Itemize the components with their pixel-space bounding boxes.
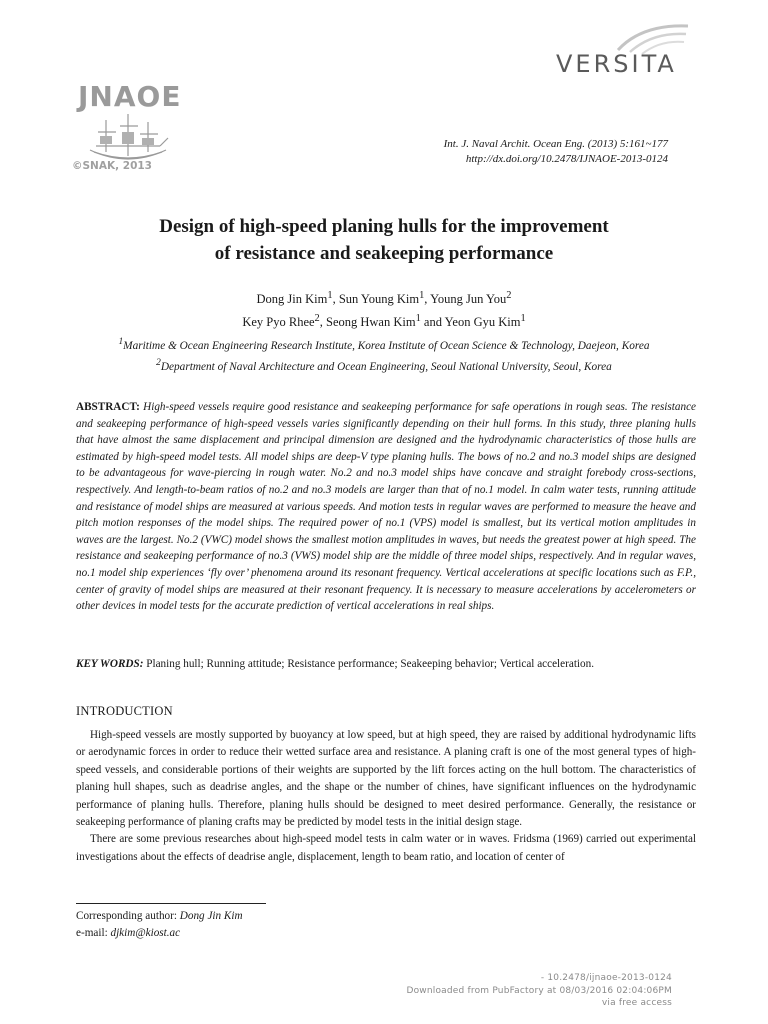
title-line-2: of resistance and seakeeping performance xyxy=(214,243,554,264)
publisher-logo xyxy=(552,20,692,80)
author-affiliation-mark: 1 xyxy=(520,313,526,325)
author-list xyxy=(76,286,692,332)
keywords-text: Planing hull; Running attitude; Resistance performance; Seakeeping behavior; Vertical acceleration. xyxy=(146,658,595,670)
affiliation-text: Maritime & Ocean Engineering Research Institute, Korea Institute of Ocean Science & Technology, Daejeon, Korea xyxy=(123,339,650,352)
corresponding-author-name: Dong Jin Kim xyxy=(179,910,243,922)
abstract-label: ABSTRACT: xyxy=(76,401,140,413)
footnote xyxy=(76,908,243,941)
affiliation-mark: 2 xyxy=(156,357,161,368)
email-label: e-mail: xyxy=(76,926,108,939)
affiliation-text: Department of Naval Architecture and Ocean Engineering, Seoul National University, Seoul, Korea xyxy=(160,360,612,373)
title-line-1: Design of high-speed planing hulls for the improvement xyxy=(159,216,609,237)
introduction-body xyxy=(76,727,696,866)
footnote-divider xyxy=(76,903,266,904)
citation-doi-link[interactable]: http://dx.doi.org/10.2478/IJNAOE-2013-0124 xyxy=(465,153,668,165)
affiliation-1 xyxy=(76,334,692,355)
abstract xyxy=(76,399,696,615)
download-source: Downloaded from PubFactory at 08/03/2016 02:04:06PM xyxy=(406,985,672,996)
author-affiliation-mark: 1 xyxy=(419,290,425,301)
affiliations xyxy=(76,334,692,376)
paper-title xyxy=(76,213,692,267)
paragraph: There are some previous researches about high-speed model tests in calm water or in waves. Fridsma (1969) carried out experimental investigations about the effects of deadrise angle, displacement, length to beam ratio, and location of center of xyxy=(76,833,696,863)
affiliation-2 xyxy=(76,355,692,376)
authors-line-1: Dong Jin Kim$^1$, Sun Young Kim$^1$, Young Jun You$^2$ xyxy=(256,290,512,307)
keywords xyxy=(76,656,696,672)
author-name: Yeon Gyu Kim xyxy=(444,315,521,330)
email-link[interactable]: djkim@kiost.ac xyxy=(110,926,181,939)
email-line xyxy=(76,925,243,942)
section-heading-introduction: INTRODUCTION xyxy=(76,704,173,718)
author-affiliation-mark: 1 xyxy=(415,313,421,325)
author-name: Sun Young Kim xyxy=(338,292,420,307)
journal-logo-text: JNAOE xyxy=(78,80,182,113)
abstract-text: High-speed vessels require good resistance and seakeeping performance for safe operations in rough seas. The resistance and seakeeping performance of high-speed vessels varies significantly depending on their hull forms. In this study, three planing hulls that have almost the same displacement and principal dimension are designed and the hydrodynamic characteristics of those hulls are estimated by high-speed model tests. All model ships are deep-V type planing hulls. The bows of no.2 and no.3 model ships are designed to be advantageous for wave-piercing in rough water. No.2 and no.3 model ships have concave and straight forebody cross-sections, respectively. And length-to-beam ratios of no.2 and no.3 models are larger than that of no.1 model. In calm water tests, running attitude and resistance of model ships are measured at various speeds. And motion tests in regular waves are performed to measure the heave and pitch motion responses of the model ships. The required power of no.1 (VPS) model is smallest, but its vertical motion amplitudes in waves are the largest. No.2 (VWC) model shows the smallest motion amplitudes in waves, but needs the greatest power at high speed. The resistance and seakeeping performance of no.3 (VWS) model ship are the middle of three model ships, respectively. And in regular waves, no.1 model ship experiences ‘fly over’ phenomena around its resonant frequency. Vertical accelerations at specific locations such as F.P., center of gravity of model ships are measured at their resonant frequency. It is necessary to measure accelerations by accelerometers or other devices in model tests for the accurate prediction of vertical accelerations in real ships. xyxy=(76,401,697,613)
corresponding-author xyxy=(76,908,243,925)
download-notice xyxy=(406,972,672,1010)
authors-line-2: Key Pyo Rhee$^2$, Seong Hwan Kim$^1$ and Yeon Gyu Kim$^1$ xyxy=(242,313,526,330)
paragraph: High-speed vessels are mostly supported by buoyancy at low speed, but at high speed, they are raised by additional hydrodynamic lifts or aerodynamic forces in order to reduce their wetted surface area and resistance. A planing craft is one of the most general types of high-speed vessels, and considerable portions of their weights are supported by the lift forces acting on the hull bottom. The characteristics of planing hull shapes, such as deadrise angles, and the shape or the number of chines, have significant influences on the hydrodynamic performance of planing hulls. Therefore, planing hulls should be designed to meet desired performance. Generally, the resistance or seakeeping performance of planing crafts may be predicted by model tests in the initial design stage. xyxy=(76,729,696,829)
corresponding-author-label: Corresponding author: xyxy=(76,910,177,922)
journal-logo-copyright: ©SNAK, 2013 xyxy=(72,160,152,172)
author-affiliation-mark: 2 xyxy=(506,290,512,301)
publisher-logo-text: VERSITA xyxy=(556,50,677,78)
author-affiliation-mark: 1 xyxy=(327,290,333,301)
author-name: Seong Hwan Kim xyxy=(326,315,416,330)
keywords-label: KEY WORDS: xyxy=(76,658,144,670)
citation xyxy=(444,137,668,167)
download-access: via free access xyxy=(601,998,672,1008)
author-name: Young Jun You xyxy=(430,292,507,307)
author-name: Dong Jin Kim xyxy=(256,292,328,307)
author-name: Key Pyo Rhee xyxy=(242,315,315,330)
journal-logo xyxy=(72,80,182,180)
affiliation-mark: 1 xyxy=(118,337,124,347)
author-affiliation-mark: 2 xyxy=(314,313,320,325)
citation-journal: Int. J. Naval Archit. Ocean Eng. (2013) 5:161~177 xyxy=(443,138,668,150)
download-doi: - 10.2478/ijnaoe-2013-0124 xyxy=(540,973,672,983)
